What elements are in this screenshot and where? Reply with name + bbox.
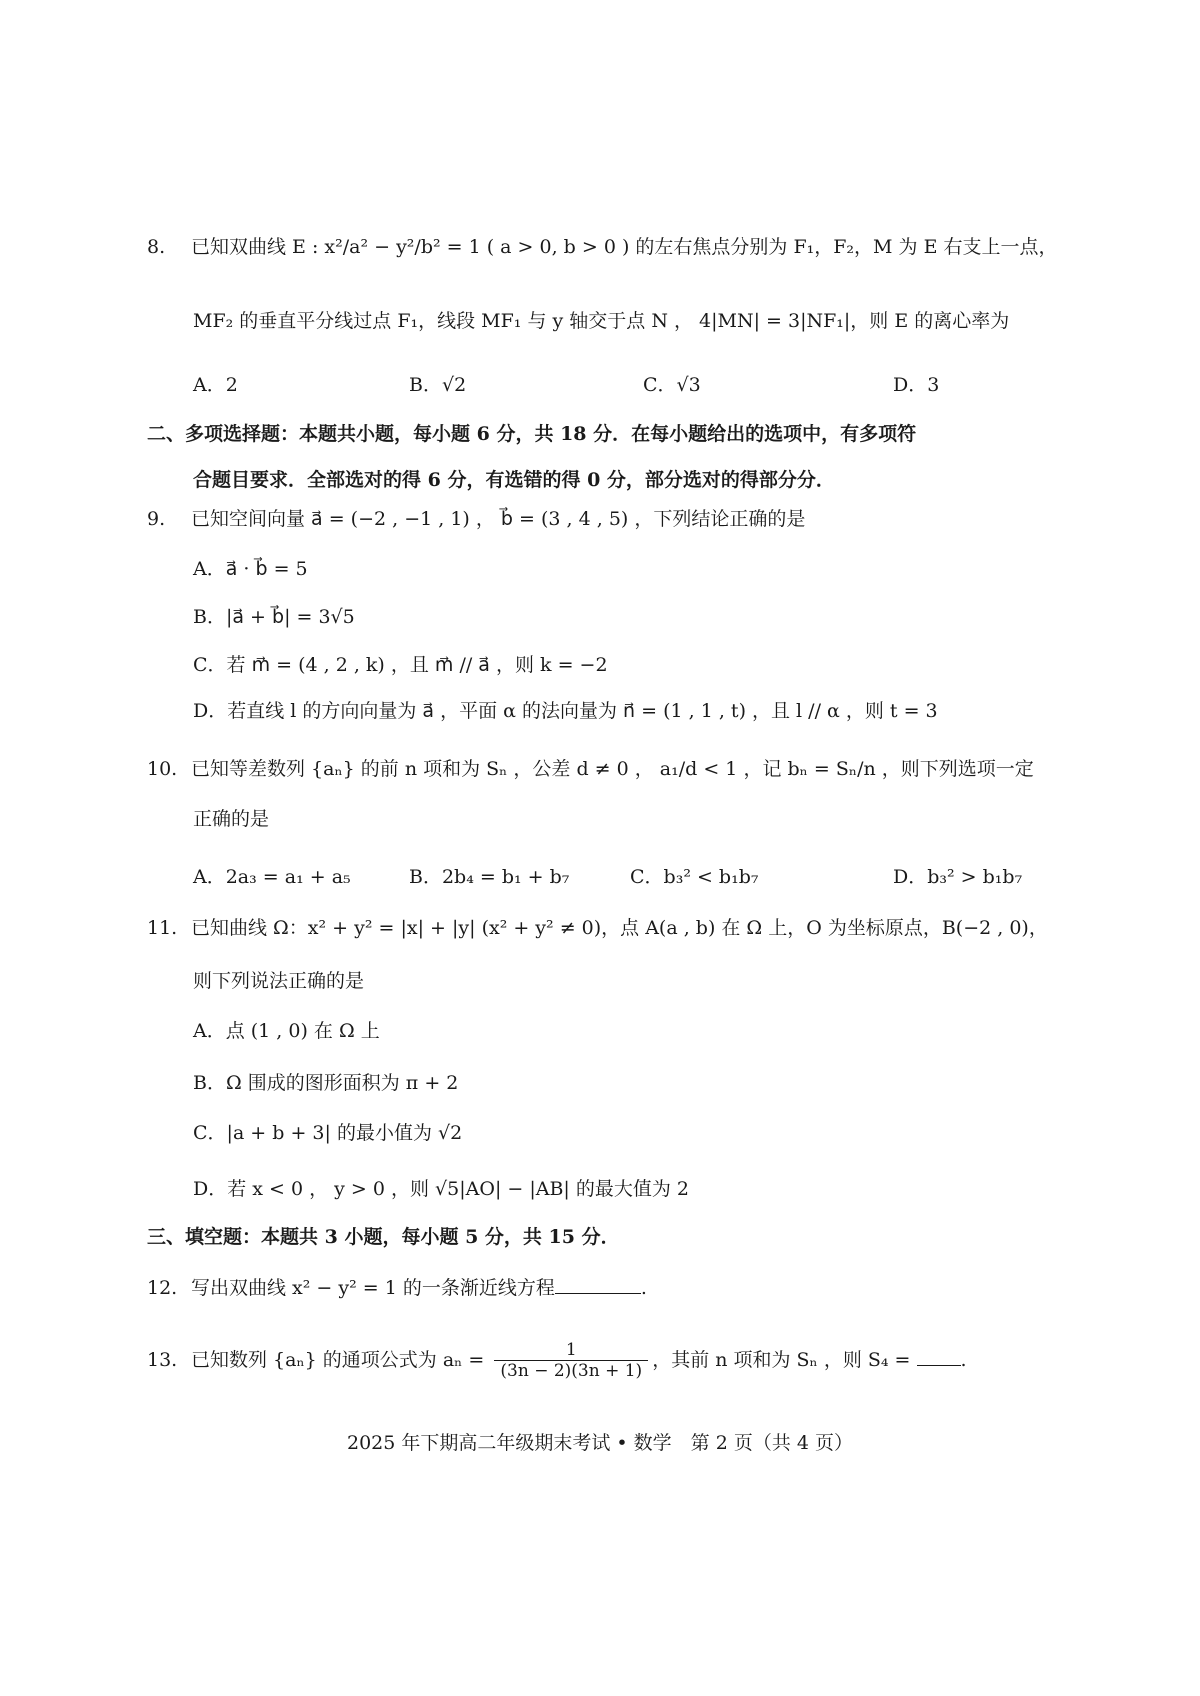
q12-tail: .	[640, 1277, 647, 1299]
q13-fraction-denominator: (3n − 2)(3n + 1)	[500, 1361, 643, 1382]
page-footer: 2025 年下期高二年级期末考试 • 数学 第 2 页（共 4 页）	[346, 1432, 853, 1454]
q8-option-d: D．3	[893, 374, 940, 396]
q10-stem-line1: 已知等差数列 {aₙ} 的前 n 项和为 Sₙ ，公差 d ≠ 0 ， a₁/d < 1 ，记 bₙ = Sₙ/n ，则下列选项一定	[191, 758, 1034, 780]
q9-stem: 已知空间向量 a⃗ = (−2 , −1 , 1) ， b⃗ = (3 , 4 , 5) ，下列结论正确的是	[191, 508, 806, 530]
q11-stem-line1: 已知曲线 Ω：x² + y² = |x| + |y| (x² + y² ≠ 0)，点 A(a , b) 在 Ω 上，O 为坐标原点，B(−2 , 0)，	[191, 917, 1048, 939]
q12-line	[147, 1277, 647, 1300]
q13-stem-a: 已知数列 {aₙ} 的通项公式为 aₙ =	[191, 1348, 491, 1371]
q13-number: 13.	[147, 1348, 178, 1371]
q8-line1	[147, 236, 1058, 259]
q13-fraction	[494, 1340, 648, 1382]
section3-heading: 三、填空题：本题共 3 小题，每小题 5 分，共 15 分．	[147, 1226, 620, 1248]
q9-number: 9.	[147, 508, 166, 530]
q8-option-b: B．√2	[409, 374, 467, 396]
q11-number: 11.	[147, 917, 178, 939]
q13-tail: .	[960, 1348, 967, 1371]
q11-option-a: A．点 (1 , 0) 在 Ω 上	[193, 1020, 380, 1042]
q11-stem-line2: 则下列说法正确的是	[193, 970, 365, 992]
q13-fraction-numerator: 1	[494, 1340, 648, 1361]
q10-line1	[147, 758, 1034, 781]
q8-stem-line2: MF₂ 的垂直平分线过点 F₁，线段 MF₁ 与 y 轴交于点 N ， 4|MN| = 3|NF₁|，则 E 的离心率为	[193, 310, 1010, 332]
q8-number: 8.	[147, 236, 166, 258]
q10-option-c: C．b₃² < b₁b₇	[630, 866, 759, 888]
q8-option-c: C．√3	[643, 374, 701, 396]
q8-option-a: A．2	[193, 374, 238, 396]
q9-option-a: A．a⃗ · b⃗ = 5	[193, 558, 308, 580]
q13-stem-b: ，其前 n 项和为 Sₙ ，则 S₄ =	[652, 1348, 917, 1371]
q12-number: 12.	[147, 1277, 178, 1299]
section2-heading-line1: 二、多项选择题：本题共小题，每小题 6 分，共 18 分．在每小题给出的选项中，有多项符	[147, 423, 917, 445]
q10-option-d: D．b₃² > b₁b₇	[893, 866, 1023, 888]
q13-line	[147, 1340, 967, 1382]
q9-option-b: B．|a⃗ + b⃗| = 3√5	[193, 606, 355, 628]
q10-stem-line2: 正确的是	[193, 808, 270, 830]
q9-option-d: D．若直线 l 的方向向量为 a⃗ ，平面 α 的法向量为 n⃗ = (1 , 1 , t) ，且 l // α ，则 t = 3	[193, 700, 938, 722]
q11-option-c: C．|a + b + 3| 的最小值为 √2	[193, 1122, 463, 1144]
q11-line1	[147, 917, 1048, 940]
q10-number: 10.	[147, 758, 178, 780]
q8-stem-line1: 已知双曲线 E : x²/a² − y²/b² = 1 ( a > 0, b > 0 ) 的左右焦点分别为 F₁，F₂，M 为 E 右支上一点，	[191, 236, 1058, 258]
q11-option-d: D．若 x < 0 ， y > 0 ，则 √5|AO| − |AB| 的最大值为 2	[193, 1178, 690, 1200]
q12-stem: 写出双曲线 x² − y² = 1 的一条渐近线方程	[191, 1277, 555, 1299]
q9-option-c: C．若 m⃗ = (4 , 2 , k) ，且 m⃗ // a⃗ ，则 k = −2	[193, 654, 608, 676]
q11-option-b: B．Ω 围成的图形面积为 π + 2	[193, 1072, 459, 1094]
q10-option-a: A．2a₃ = a₁ + a₅	[193, 866, 351, 888]
q9-line	[147, 508, 805, 531]
section2-heading-line2: 合题目要求．全部选对的得 6 分，有选错的得 0 分，部分选对的得部分分．	[193, 469, 835, 491]
q13-answer-blank[interactable]	[917, 1365, 961, 1366]
q10-option-b: B．2b₄ = b₁ + b₇	[409, 866, 570, 888]
q12-answer-blank[interactable]	[555, 1293, 641, 1294]
